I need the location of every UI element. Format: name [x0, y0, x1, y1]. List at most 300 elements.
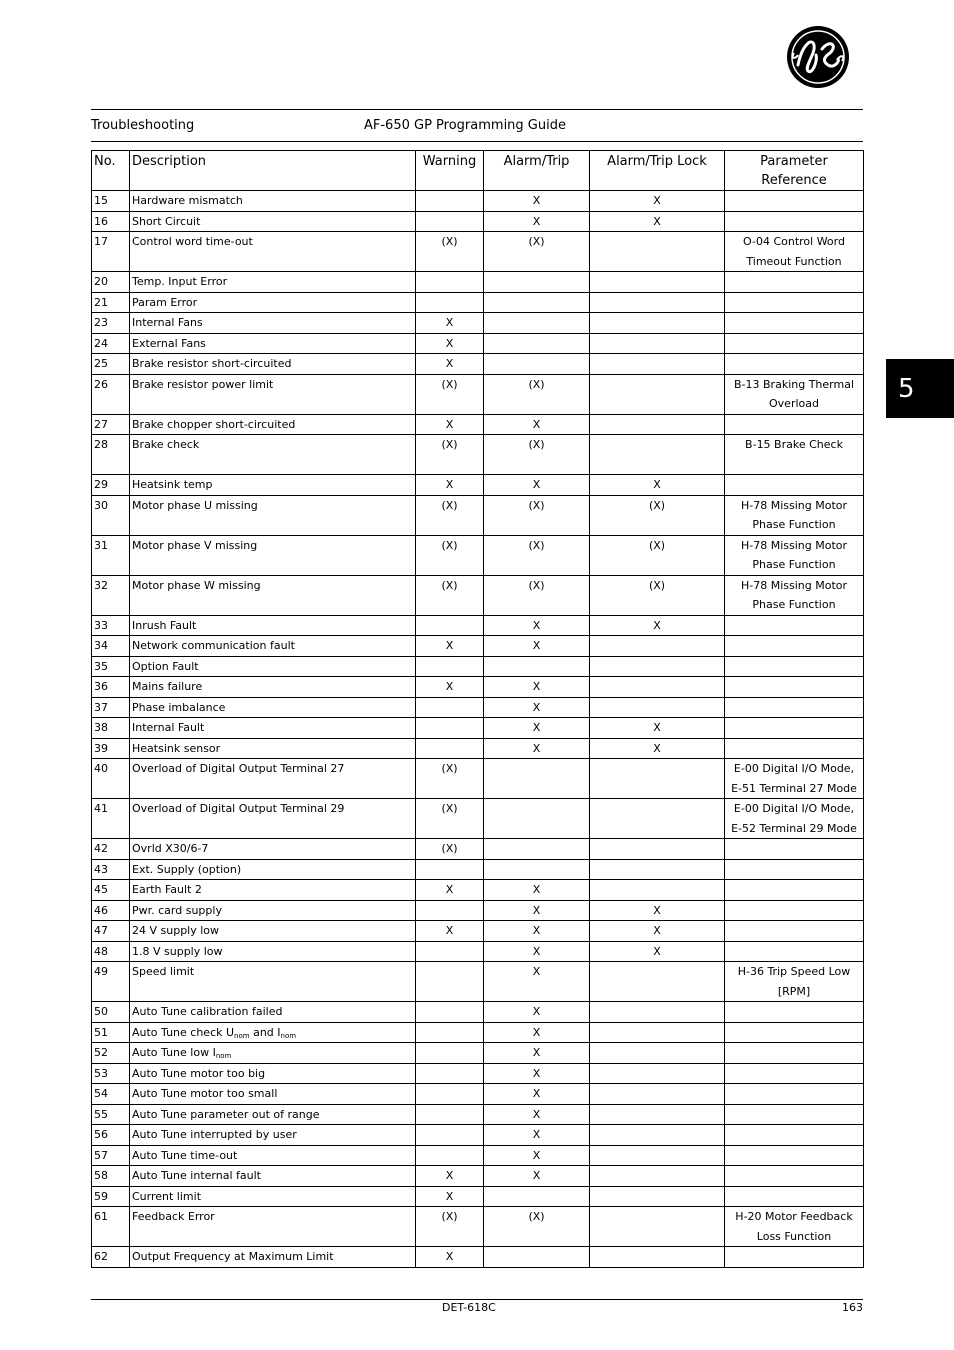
cell-no: 54 — [92, 1084, 130, 1105]
cell-parameter-reference — [725, 354, 864, 375]
cell-warning — [416, 697, 484, 718]
cell-alarm-trip: X — [484, 636, 590, 657]
cell-alarm-trip-lock — [590, 1186, 725, 1207]
cell-no: 59 — [92, 1186, 130, 1207]
description-text: Hardware mismatch — [132, 194, 243, 207]
cell-warning: (X) — [416, 799, 484, 839]
cell-parameter-reference — [725, 414, 864, 435]
cell-parameter-reference — [725, 738, 864, 759]
table-row — [92, 636, 864, 657]
description-text: Brake check — [132, 438, 200, 451]
cell-parameter-reference — [725, 272, 864, 293]
cell-no: 33 — [92, 615, 130, 636]
cell-description — [130, 191, 416, 212]
cell-no: 34 — [92, 636, 130, 657]
cell-alarm-trip-lock — [590, 697, 725, 718]
cell-description — [130, 941, 416, 962]
table-row — [92, 374, 864, 414]
column-header-alarm-trip: Alarm/Trip — [484, 151, 590, 191]
alarm-table — [91, 150, 864, 1268]
cell-alarm-trip: X — [484, 697, 590, 718]
cell-parameter-reference — [725, 333, 864, 354]
cell-parameter-reference — [725, 839, 864, 860]
cell-no: 56 — [92, 1125, 130, 1146]
cell-description — [130, 615, 416, 636]
cell-description — [130, 1084, 416, 1105]
description-text: Motor phase W missing — [132, 578, 261, 592]
cell-parameter-reference — [725, 211, 864, 232]
cell-warning: X — [416, 636, 484, 657]
table-row — [92, 495, 864, 535]
cell-description — [130, 272, 416, 293]
cell-alarm-trip-lock — [590, 1247, 725, 1268]
cell-alarm-trip-lock — [590, 1002, 725, 1023]
description-text: Inrush Fault — [132, 618, 197, 632]
header-rule — [91, 109, 863, 110]
cell-warning: (X) — [416, 575, 484, 615]
cell-parameter-reference: E-00 Digital I/O Mode, E-51 Terminal 27 Mode — [725, 759, 864, 799]
cell-description — [130, 535, 416, 575]
table-row — [92, 435, 864, 475]
cell-description — [130, 839, 416, 860]
description-text: Ovrld X30/6-7 — [132, 842, 209, 855]
page-number: 163 — [842, 1301, 863, 1314]
cell-parameter-reference — [725, 656, 864, 677]
cell-parameter-reference — [725, 697, 864, 718]
cell-no: 57 — [92, 1145, 130, 1166]
cell-no: 16 — [92, 211, 130, 232]
cell-alarm-trip — [484, 272, 590, 293]
cell-no: 38 — [92, 718, 130, 739]
table-row — [92, 697, 864, 718]
cell-alarm-trip: X — [484, 900, 590, 921]
cell-description — [130, 859, 416, 880]
cell-parameter-reference: H-36 Trip Speed Low [RPM] — [725, 962, 864, 1002]
cell-warning — [416, 1043, 484, 1064]
cell-warning: (X) — [416, 839, 484, 860]
description-text: 24 V supply low — [132, 924, 220, 937]
description-text: Auto Tune time-out — [132, 1148, 238, 1162]
cell-alarm-trip-lock: X — [590, 211, 725, 232]
cell-alarm-trip-lock — [590, 839, 725, 860]
description-text: Overload of Digital Output Terminal 27 — [132, 762, 345, 775]
cell-parameter-reference — [725, 636, 864, 657]
description-text: 1.8 V supply low — [132, 944, 223, 958]
table-row — [92, 615, 864, 636]
cell-warning — [416, 962, 484, 1002]
table-row — [92, 1145, 864, 1166]
cell-warning — [416, 1125, 484, 1146]
cell-description — [130, 292, 416, 313]
cell-warning: X — [416, 880, 484, 901]
cell-description — [130, 211, 416, 232]
cell-description — [130, 677, 416, 698]
table-row — [92, 880, 864, 901]
description-text: Pwr. card supply — [132, 903, 222, 917]
cell-alarm-trip-lock — [590, 313, 725, 334]
cell-alarm-trip-lock: X — [590, 738, 725, 759]
cell-alarm-trip-lock — [590, 333, 725, 354]
table-row — [92, 677, 864, 698]
cell-alarm-trip-lock — [590, 354, 725, 375]
cell-alarm-trip-lock — [590, 1063, 725, 1084]
cell-alarm-trip — [484, 292, 590, 313]
cell-alarm-trip: (X) — [484, 232, 590, 272]
cell-warning: X — [416, 1166, 484, 1187]
cell-no: 26 — [92, 374, 130, 414]
cell-warning — [416, 656, 484, 677]
description-text: Option Fault — [132, 659, 199, 673]
table-row — [92, 1207, 864, 1247]
table-row — [92, 475, 864, 496]
cell-description — [130, 1043, 416, 1064]
cell-alarm-trip: X — [484, 191, 590, 212]
cell-no: 52 — [92, 1043, 130, 1064]
column-header-parameter-reference: Parameter Reference — [725, 151, 864, 191]
description-text: Brake resistor power limit — [132, 377, 274, 391]
cell-no: 46 — [92, 900, 130, 921]
column-header-warning: Warning — [416, 151, 484, 191]
cell-no: 24 — [92, 333, 130, 354]
cell-no: 37 — [92, 697, 130, 718]
cell-parameter-reference — [725, 1063, 864, 1084]
cell-warning: (X) — [416, 535, 484, 575]
cell-parameter-reference — [725, 1186, 864, 1207]
chapter-tab: 5 — [886, 359, 954, 418]
table-row — [92, 941, 864, 962]
cell-warning: X — [416, 333, 484, 354]
cell-no: 40 — [92, 759, 130, 799]
cell-alarm-trip: X — [484, 1002, 590, 1023]
cell-alarm-trip: X — [484, 1125, 590, 1146]
description-text: Control word time-out — [132, 235, 253, 248]
cell-parameter-reference — [725, 859, 864, 880]
cell-alarm-trip: (X) — [484, 535, 590, 575]
cell-parameter-reference — [725, 677, 864, 698]
description-text: Speed limit — [132, 965, 195, 978]
cell-alarm-trip: X — [484, 718, 590, 739]
cell-no: 30 — [92, 495, 130, 535]
table-row — [92, 272, 864, 293]
cell-parameter-reference — [725, 1002, 864, 1023]
cell-description — [130, 759, 416, 799]
table-row — [92, 718, 864, 739]
cell-no: 32 — [92, 575, 130, 615]
doc-code: DET-618C — [442, 1301, 496, 1314]
cell-description — [130, 1247, 416, 1268]
cell-alarm-trip-lock: (X) — [590, 495, 725, 535]
cell-description — [130, 1104, 416, 1125]
cell-description — [130, 374, 416, 414]
cell-parameter-reference: E-00 Digital I/O Mode, E-52 Terminal 29 Mode — [725, 799, 864, 839]
cell-description — [130, 1186, 416, 1207]
cell-alarm-trip-lock: X — [590, 900, 725, 921]
cell-description — [130, 1166, 416, 1187]
cell-alarm-trip: (X) — [484, 495, 590, 535]
table-row — [92, 1104, 864, 1125]
cell-no: 41 — [92, 799, 130, 839]
cell-alarm-trip-lock — [590, 799, 725, 839]
cell-warning: (X) — [416, 232, 484, 272]
cell-alarm-trip-lock — [590, 414, 725, 435]
cell-alarm-trip-lock — [590, 1125, 725, 1146]
cell-no: 55 — [92, 1104, 130, 1125]
cell-parameter-reference — [725, 1125, 864, 1146]
cell-description — [130, 435, 416, 475]
header-rule — [91, 141, 863, 142]
description-text: Output Frequency at Maximum Limit — [132, 1250, 334, 1263]
cell-alarm-trip — [484, 859, 590, 880]
cell-warning: (X) — [416, 1207, 484, 1247]
table-row — [92, 1247, 864, 1268]
cell-warning — [416, 738, 484, 759]
cell-alarm-trip: X — [484, 677, 590, 698]
cell-no: 58 — [92, 1166, 130, 1187]
cell-alarm-trip: X — [484, 1166, 590, 1187]
cell-alarm-trip: X — [484, 615, 590, 636]
cell-warning: X — [416, 1247, 484, 1268]
cell-parameter-reference — [725, 921, 864, 942]
cell-parameter-reference — [725, 1043, 864, 1064]
cell-warning — [416, 859, 484, 880]
cell-description — [130, 1022, 416, 1043]
description-text: Auto Tune calibration failed — [132, 1005, 283, 1018]
cell-warning — [416, 292, 484, 313]
cell-alarm-trip — [484, 1247, 590, 1268]
cell-alarm-trip-lock — [590, 435, 725, 475]
cell-alarm-trip-lock — [590, 1022, 725, 1043]
cell-warning: X — [416, 354, 484, 375]
table-row — [92, 292, 864, 313]
cell-warning — [416, 211, 484, 232]
cell-no: 27 — [92, 414, 130, 435]
description-text: Overload of Digital Output Terminal 29 — [132, 802, 345, 815]
cell-description — [130, 1207, 416, 1247]
cell-alarm-trip-lock — [590, 1043, 725, 1064]
description-text: Mains failure — [132, 680, 203, 693]
cell-alarm-trip-lock — [590, 272, 725, 293]
cell-no: 17 — [92, 232, 130, 272]
cell-warning — [416, 191, 484, 212]
description-text: Internal Fans — [132, 316, 203, 329]
table-row — [92, 859, 864, 880]
description-text: Internal Fault — [132, 721, 205, 734]
cell-warning — [416, 272, 484, 293]
table-row — [92, 799, 864, 839]
table-row — [92, 921, 864, 942]
cell-alarm-trip-lock — [590, 1104, 725, 1125]
column-header-alarm-trip-lock: Alarm/Trip Lock — [590, 151, 725, 191]
cell-no: 21 — [92, 292, 130, 313]
cell-alarm-trip-lock — [590, 1084, 725, 1105]
cell-alarm-trip: X — [484, 1084, 590, 1105]
cell-parameter-reference — [725, 615, 864, 636]
cell-description — [130, 1063, 416, 1084]
cell-no: 48 — [92, 941, 130, 962]
cell-no: 62 — [92, 1247, 130, 1268]
description-text: Motor phase V missing — [132, 538, 258, 552]
cell-parameter-reference — [725, 1022, 864, 1043]
cell-parameter-reference — [725, 941, 864, 962]
table-row — [92, 839, 864, 860]
cell-no: 43 — [92, 859, 130, 880]
cell-no: 35 — [92, 656, 130, 677]
cell-alarm-trip-lock — [590, 1166, 725, 1187]
cell-warning — [416, 1022, 484, 1043]
cell-alarm-trip-lock — [590, 962, 725, 1002]
table-row — [92, 1043, 864, 1064]
description-text: Heatsink sensor — [132, 741, 221, 755]
cell-parameter-reference: H-78 Missing Motor Phase Function — [725, 535, 864, 575]
cell-warning: (X) — [416, 374, 484, 414]
cell-no: 51 — [92, 1022, 130, 1043]
description-text: Auto Tune motor too small — [132, 1087, 278, 1100]
cell-description — [130, 962, 416, 1002]
description-subscript: nom — [234, 1031, 250, 1040]
cell-description — [130, 1145, 416, 1166]
cell-alarm-trip: (X) — [484, 575, 590, 615]
table-row — [92, 354, 864, 375]
cell-no: 15 — [92, 191, 130, 212]
cell-description — [130, 656, 416, 677]
cell-parameter-reference — [725, 292, 864, 313]
cell-description — [130, 333, 416, 354]
cell-alarm-trip: X — [484, 414, 590, 435]
cell-description — [130, 900, 416, 921]
table-row — [92, 738, 864, 759]
table-row — [92, 333, 864, 354]
cell-warning — [416, 615, 484, 636]
cell-warning: X — [416, 313, 484, 334]
cell-no: 25 — [92, 354, 130, 375]
description-subscript: nom — [215, 1052, 232, 1060]
cell-alarm-trip: (X) — [484, 374, 590, 414]
cell-description — [130, 799, 416, 839]
table-row — [92, 414, 864, 435]
cell-parameter-reference — [725, 1145, 864, 1166]
cell-warning — [416, 1084, 484, 1105]
cell-alarm-trip — [484, 333, 590, 354]
cell-alarm-trip-lock: X — [590, 941, 725, 962]
description-text: Auto Tune motor too big — [132, 1066, 266, 1080]
cell-alarm-trip: X — [484, 1104, 590, 1125]
table-row — [92, 1063, 864, 1084]
description-text: Feedback Error — [132, 1210, 215, 1223]
table-row — [92, 1166, 864, 1187]
cell-no: 49 — [92, 962, 130, 1002]
table-row — [92, 191, 864, 212]
cell-no: 53 — [92, 1063, 130, 1084]
cell-warning: X — [416, 1186, 484, 1207]
cell-description — [130, 313, 416, 334]
table-row — [92, 1002, 864, 1023]
cell-description — [130, 880, 416, 901]
cell-description — [130, 636, 416, 657]
alarm-table-container — [91, 150, 863, 1268]
cell-alarm-trip-lock — [590, 374, 725, 414]
table-row — [92, 232, 864, 272]
cell-parameter-reference — [725, 313, 864, 334]
footer-rule — [91, 1299, 863, 1300]
cell-alarm-trip-lock: X — [590, 475, 725, 496]
doc-title: AF-650 GP Programming Guide — [364, 118, 566, 133]
cell-alarm-trip — [484, 354, 590, 375]
cell-alarm-trip-lock — [590, 880, 725, 901]
cell-no: 45 — [92, 880, 130, 901]
cell-alarm-trip-lock — [590, 677, 725, 698]
cell-warning — [416, 1063, 484, 1084]
cell-alarm-trip-lock — [590, 656, 725, 677]
cell-warning: X — [416, 475, 484, 496]
cell-alarm-trip — [484, 1186, 590, 1207]
cell-alarm-trip: X — [484, 1063, 590, 1084]
cell-parameter-reference — [725, 718, 864, 739]
cell-alarm-trip-lock: (X) — [590, 535, 725, 575]
cell-warning: (X) — [416, 759, 484, 799]
table-row — [92, 575, 864, 615]
ge-logo-icon — [786, 25, 850, 89]
cell-no: 47 — [92, 921, 130, 942]
cell-description — [130, 354, 416, 375]
cell-no: 29 — [92, 475, 130, 496]
cell-alarm-trip — [484, 799, 590, 839]
cell-alarm-trip: (X) — [484, 1207, 590, 1247]
description-text: Auto Tune low I — [132, 1046, 216, 1059]
table-row — [92, 1084, 864, 1105]
cell-alarm-trip — [484, 656, 590, 677]
column-header-description: Description — [130, 151, 416, 191]
cell-alarm-trip: X — [484, 1043, 590, 1064]
cell-warning: (X) — [416, 495, 484, 535]
description-text: Network communication fault — [132, 639, 295, 652]
description-text: Auto Tune interrupted by user — [132, 1128, 297, 1141]
cell-alarm-trip-lock: (X) — [590, 575, 725, 615]
table-row — [92, 900, 864, 921]
cell-parameter-reference — [725, 1247, 864, 1268]
table-row — [92, 1125, 864, 1146]
description-text: External Fans — [132, 336, 206, 350]
cell-alarm-trip-lock: X — [590, 718, 725, 739]
cell-alarm-trip-lock: X — [590, 191, 725, 212]
cell-alarm-trip-lock: X — [590, 615, 725, 636]
column-header-no: No. — [92, 151, 130, 191]
cell-description — [130, 697, 416, 718]
cell-alarm-trip: X — [484, 475, 590, 496]
cell-warning: (X) — [416, 435, 484, 475]
cell-parameter-reference — [725, 900, 864, 921]
cell-parameter-reference: B-15 Brake Check — [725, 435, 864, 475]
cell-alarm-trip-lock — [590, 232, 725, 272]
description-text: Brake resistor short-circuited — [132, 357, 292, 370]
table-row — [92, 313, 864, 334]
description-text: Auto Tune internal fault — [132, 1169, 261, 1182]
cell-alarm-trip: X — [484, 962, 590, 1002]
cell-warning — [416, 1145, 484, 1166]
cell-description — [130, 738, 416, 759]
cell-alarm-trip-lock — [590, 859, 725, 880]
cell-parameter-reference: H-78 Missing Motor Phase Function — [725, 495, 864, 535]
cell-no: 50 — [92, 1002, 130, 1023]
cell-no: 23 — [92, 313, 130, 334]
cell-alarm-trip: X — [484, 1145, 590, 1166]
cell-alarm-trip — [484, 313, 590, 334]
cell-description — [130, 414, 416, 435]
cell-description — [130, 495, 416, 535]
cell-no: 20 — [92, 272, 130, 293]
cell-alarm-trip: X — [484, 1022, 590, 1043]
cell-alarm-trip: X — [484, 211, 590, 232]
cell-parameter-reference: O-04 Control Word Timeout Function — [725, 232, 864, 272]
